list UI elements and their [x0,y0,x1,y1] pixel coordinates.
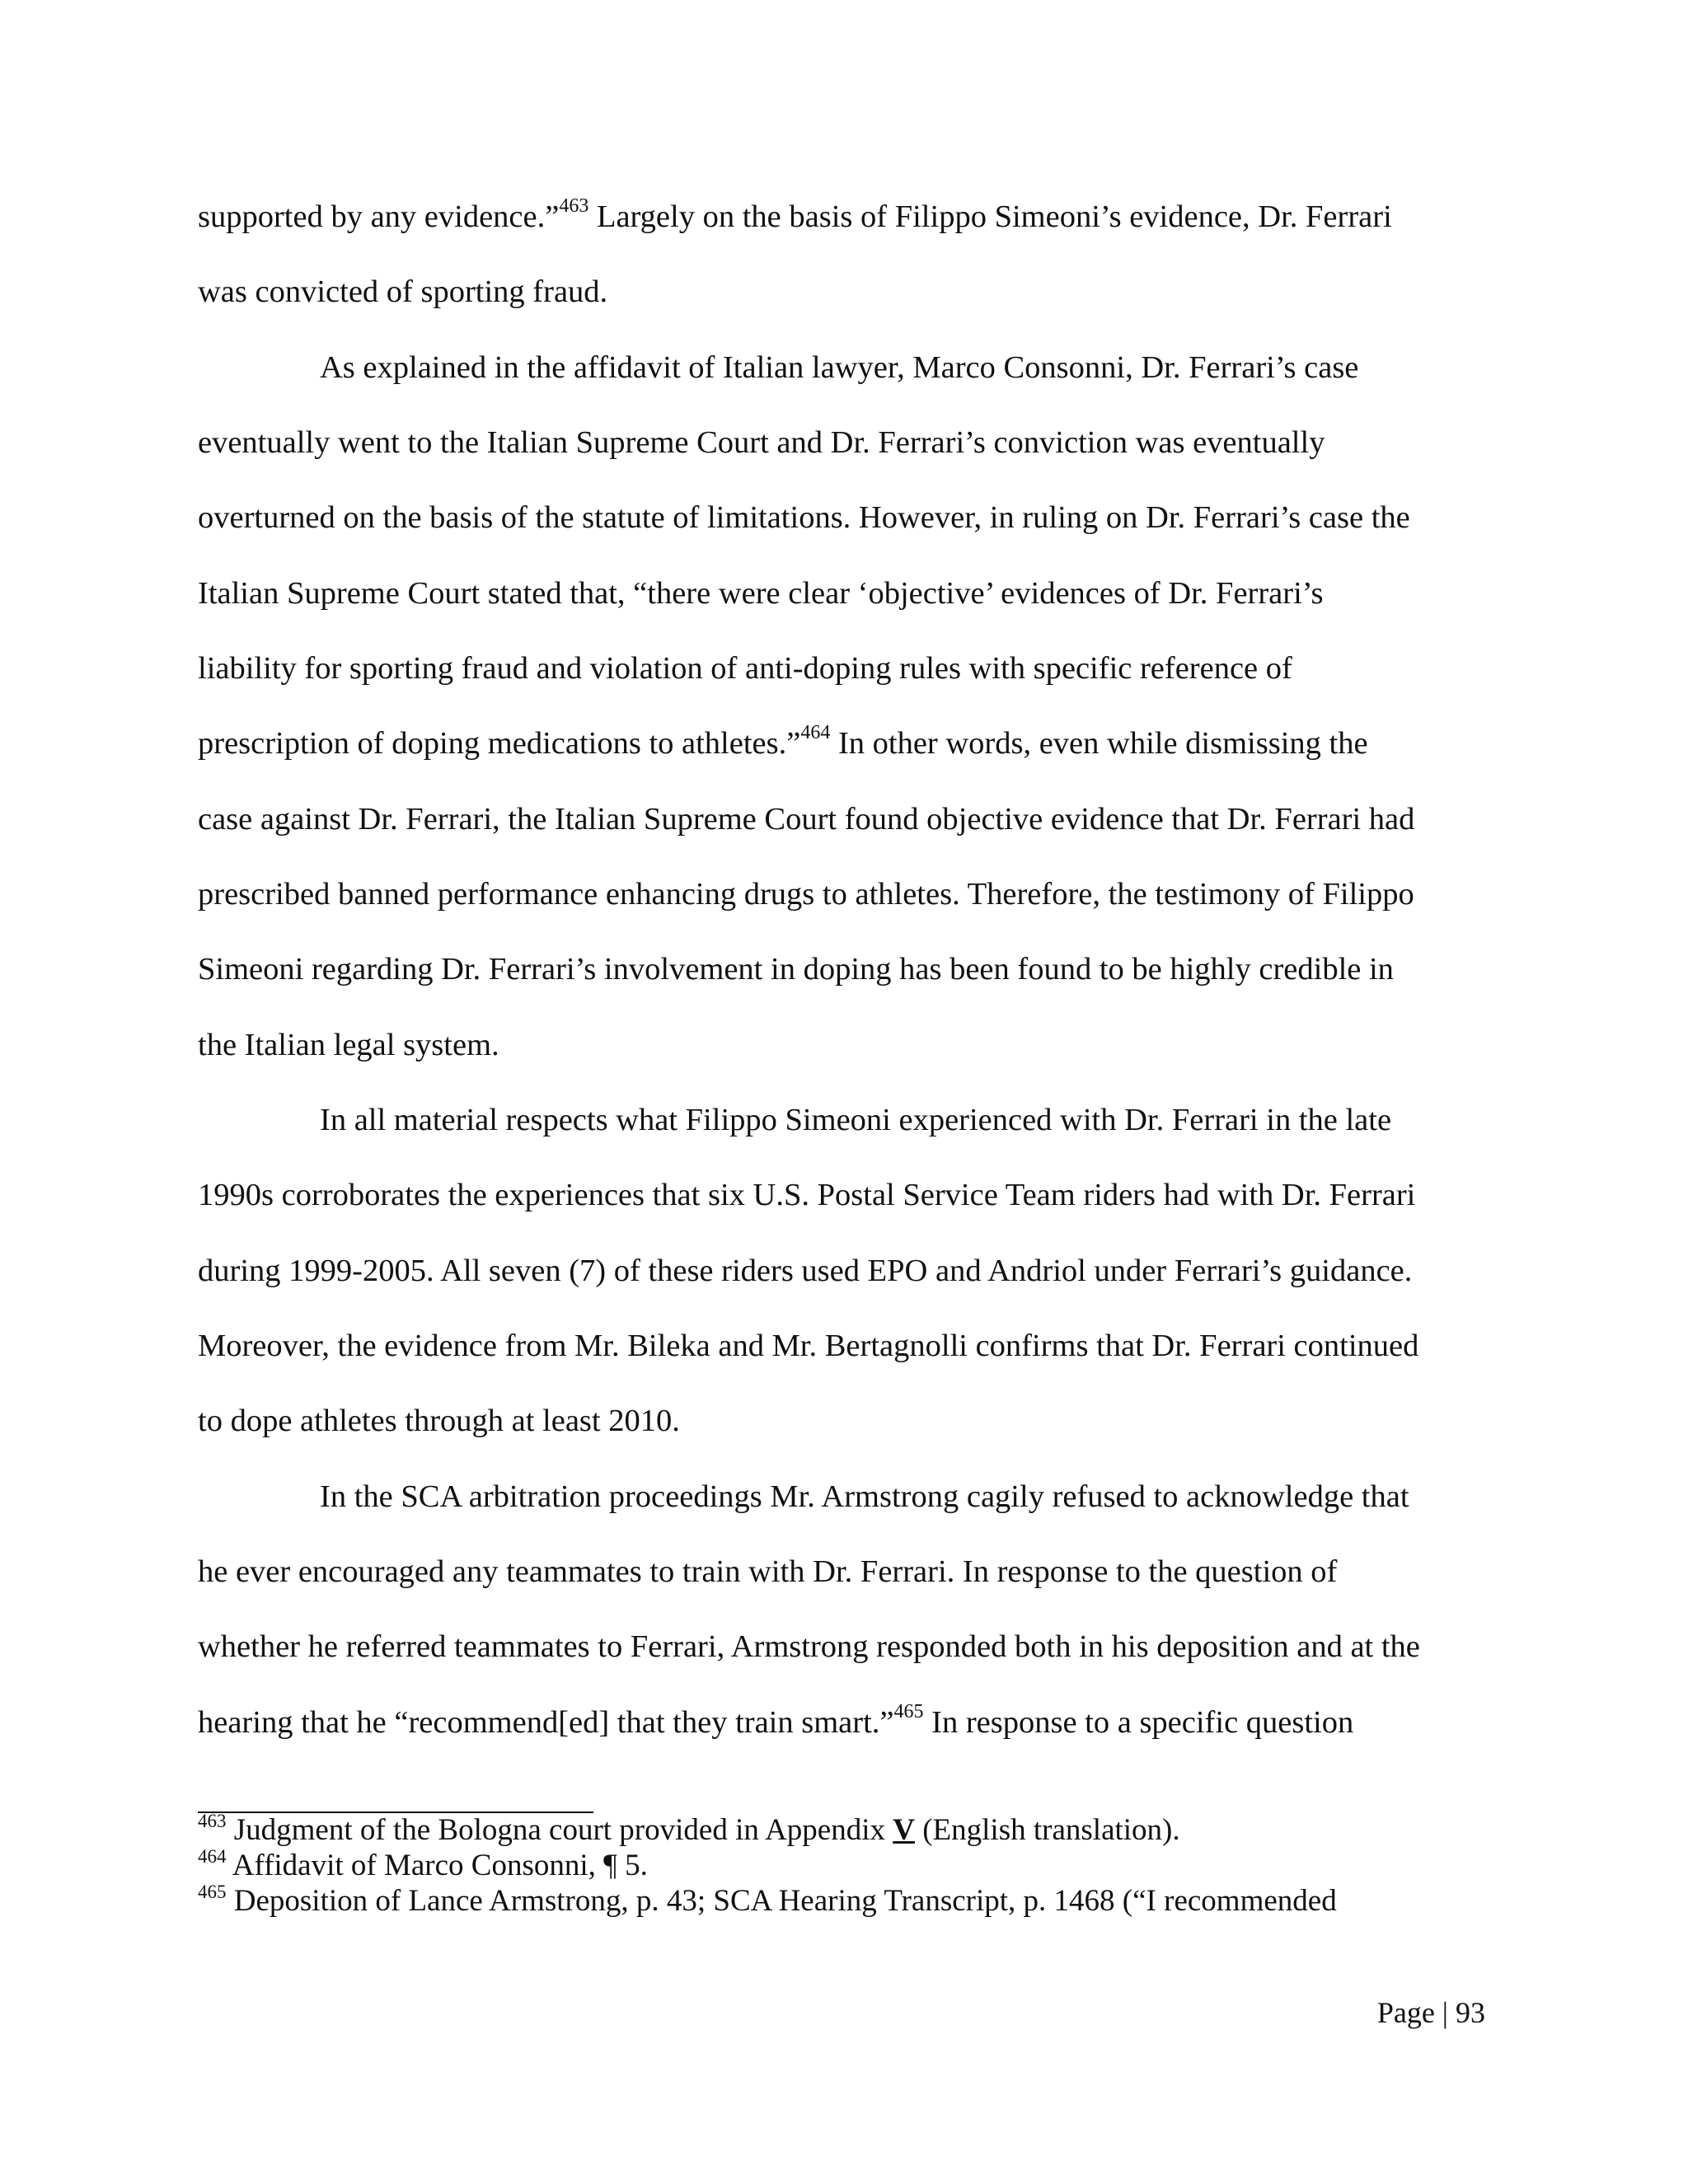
body-line: liability for sporting fraud and violation of anti-doping rules with specific reference of [198,651,1292,686]
body-line: whether he referred teammates to Ferrari, Armstrong responded both in his deposition and at the [198,1629,1420,1664]
body-line: during 1999-2005. All seven (7) of these riders used EPO and Andriol under Ferrari’s guidance. [198,1254,1413,1288]
body-line: eventually went to the Italian Supreme Court and Dr. Ferrari’s conviction was eventually [198,425,1325,460]
footnote-463 [198,1810,1180,1848]
footnote-text: Judgment of the Bologna court provided in Appendix [226,1813,893,1847]
footnote-465 [198,1881,1337,1919]
footnote-ref-464[interactable]: 464 [800,722,831,744]
body-text: Largely on the basis of Filippo Simeoni’s evidence, Dr. Ferrari [588,199,1392,234]
body-text: supported by any evidence.” [198,199,560,234]
body-text: prescription of doping medications to athletes.” [198,726,801,761]
body-line: case against Dr. Ferrari, the Italian Supreme Court found objective evidence that Dr. Ferrari had [198,802,1415,837]
footnote-number: 463 [198,1810,227,1831]
body-line: In the SCA arbitration proceedings Mr. Armstrong cagily refused to acknowledge that [320,1479,1409,1514]
appendix-link[interactable]: V [893,1813,915,1847]
body-text: In response to a specific question [923,1705,1354,1740]
body-line: overturned on the basis of the statute of limitations. However, in ruling on Dr. Ferrari’s case the [198,500,1410,535]
body-line: he ever encouraged any teammates to train with Dr. Ferrari. In response to the question of [198,1554,1338,1589]
body-line: prescribed banned performance enhancing drugs to athletes. Therefore, the testimony of Filippo [198,877,1414,912]
body-text: In other words, even while dismissing the [830,726,1368,761]
footnote-number: 464 [198,1845,227,1867]
body-line [198,1701,1354,1741]
footnote-number: 465 [198,1881,227,1902]
body-line: Simeoni regarding Dr. Ferrari’s involvement in doping has been found to be highly credible in [198,952,1394,987]
footnote-text: (English translation). [914,1813,1180,1847]
body-line: As explained in the affidavit of Italian lawyer, Marco Consonni, Dr. Ferrari’s case [320,350,1359,385]
body-line [198,724,1368,762]
footnote-ref-463[interactable]: 463 [559,195,589,218]
body-line: Italian Supreme Court stated that, “there were clear ‘objective’ evidences of Dr. Ferrari’s [198,576,1324,611]
footnote-text: Affidavit of Marco Consonni, ¶ 5. [226,1849,648,1882]
body-line: In all material respects what Filippo Simeoni experienced with Dr. Ferrari in the late [320,1103,1392,1137]
page-number: Page | 93 [1376,1996,1485,2029]
footnote-ref-465[interactable]: 465 [893,1701,924,1723]
body-line [198,195,1392,236]
body-text: hearing that he “recommend[ed] that they train smart.” [198,1705,894,1740]
body-line: to dope athletes through at least 2010. [198,1404,680,1438]
footnote-464 [198,1845,648,1883]
body-line: was convicted of sporting fraud. [198,274,608,309]
body-line: Moreover, the evidence from Mr. Bileka and Mr. Bertagnolli confirms that Dr. Ferrari continued [198,1329,1419,1363]
footnote-text: Deposition of Lance Armstrong, p. 43; SCA Hearing Transcript, p. 1468 (“I recommended [226,1884,1337,1918]
body-line: the Italian legal system. [198,1028,499,1062]
body-line: 1990s corroborates the experiences that six U.S. Postal Service Team riders had with Dr. Ferrari [198,1178,1416,1212]
